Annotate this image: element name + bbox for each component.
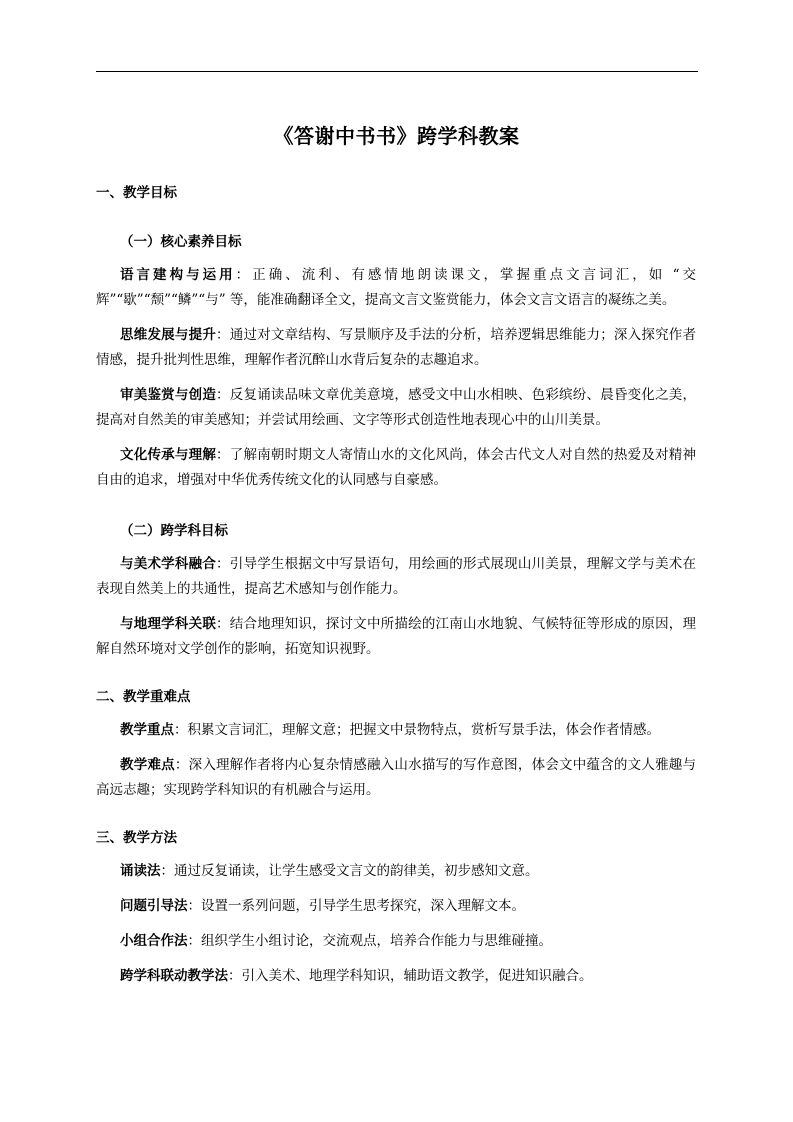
- paragraph-text: ：引入美术、地理学科知识，辅助语文教学，促进知识融合。: [228, 968, 593, 984]
- paragraph-geography-link: [96, 612, 696, 662]
- paragraph-label: 与地理学科关联: [120, 616, 217, 632]
- paragraph-key-point: [96, 718, 696, 743]
- paragraph-label: 文化传承与理解: [120, 447, 217, 463]
- paragraph-label: 教学重点: [120, 722, 174, 738]
- paragraph-label: 跨学科联动教学法: [120, 968, 228, 984]
- paragraph-aesthetics: [96, 383, 696, 433]
- paragraph-label: 与美术学科融合: [120, 556, 217, 572]
- paragraph-text: ：引导学生根据文中写景语句，用绘画的形式展现山川美景，理解文学与美术在表现自然美上的共通性，提高艺术感知与创作能力。: [96, 556, 697, 597]
- document-body: [96, 182, 696, 989]
- paragraph-language: [96, 263, 696, 313]
- header-rule: [96, 71, 698, 72]
- section-heading-key-points: 二、教学重难点: [96, 689, 191, 705]
- paragraph-text: ：通过反复诵读，让学生感受文言文的韵律美，初步感知文意。: [160, 863, 539, 879]
- paragraph-label: 小组合作法: [120, 933, 188, 949]
- paragraph-art-integration: [96, 552, 696, 602]
- subsection-heading-interdisciplinary: （二）跨学科目标: [120, 523, 228, 539]
- paragraph-text: ：设置一系列问题，引导学生思考探究，深入理解文本。: [187, 898, 525, 914]
- paragraph-method-group: [96, 929, 696, 954]
- paragraph-method-questioning: [96, 894, 696, 919]
- paragraph-method-recitation: [96, 859, 696, 884]
- paragraph-label: 语言建构与运用: [120, 267, 236, 283]
- paragraph-culture: [96, 443, 696, 493]
- document-title: 《答谢中书书》跨学科教案: [273, 124, 520, 148]
- paragraph-label: 思维发展与提升: [120, 327, 217, 343]
- paragraph-label: 审美鉴赏与创造: [120, 387, 217, 403]
- paragraph-text: ：了解南朝时期文人寄情山水的文化风尚，体会古代文人对自然的热爱及对精神自由的追求，增强对中华优秀传统文化的认同感与自豪感。: [96, 447, 697, 488]
- section-heading-teaching-methods: 三、教学方法: [96, 830, 177, 846]
- paragraph-text: ：结合地理知识，探讨文中所描绘的江南山水地貌、气候特征等形成的原因，理解自然环境对文学创作的影响，拓宽知识视野。: [96, 616, 697, 657]
- paragraph-text: ：正确、流利、有感情地朗读课文，掌握重点文言词汇，如 “交辉”“歇”“颓”“鳞”“与” 等，能准确翻译全文，提高文言文鉴赏能力，体会文言文语言的凝练之美。: [96, 267, 697, 308]
- paragraph-text: ：通过对文章结构、写景顺序及手法的分析，培养逻辑思维能力；深入探究作者情感，提升批判性思维，理解作者沉醉山水背后复杂的志趣追求。: [96, 327, 697, 368]
- paragraph-thinking: [96, 323, 696, 373]
- paragraph-text: ：积累文言词汇，理解文意；把握文中景物特点，赏析写景手法，体会作者情感。: [174, 722, 660, 738]
- paragraph-text: ：组织学生小组讨论，交流观点，培养合作能力与思维碰撞。: [187, 933, 552, 949]
- section-heading-teaching-goals: 一、教学目标: [96, 185, 177, 201]
- paragraph-method-interdisciplinary: [96, 964, 696, 989]
- subsection-heading-core-literacy: （一）核心素养目标: [120, 234, 242, 250]
- paragraph-label: 诵读法: [120, 863, 161, 879]
- paragraph-label: 问题引导法: [120, 898, 188, 914]
- paragraph-text: ：反复诵读品味文章优美意境，感受文中山水相映、色彩缤纷、晨昏变化之美，提高对自然美的审美感知；并尝试用绘画、文字等形式创造性地表现心中的山川美景。: [96, 387, 697, 428]
- paragraph-difficult-point: [96, 753, 696, 803]
- paragraph-text: ：深入理解作者将内心复杂情感融入山水描写的写作意图，体会文中蕴含的文人雅趣与高远志趣；实现跨学科知识的有机融合与运用。: [96, 757, 697, 798]
- paragraph-label: 教学难点: [120, 757, 175, 773]
